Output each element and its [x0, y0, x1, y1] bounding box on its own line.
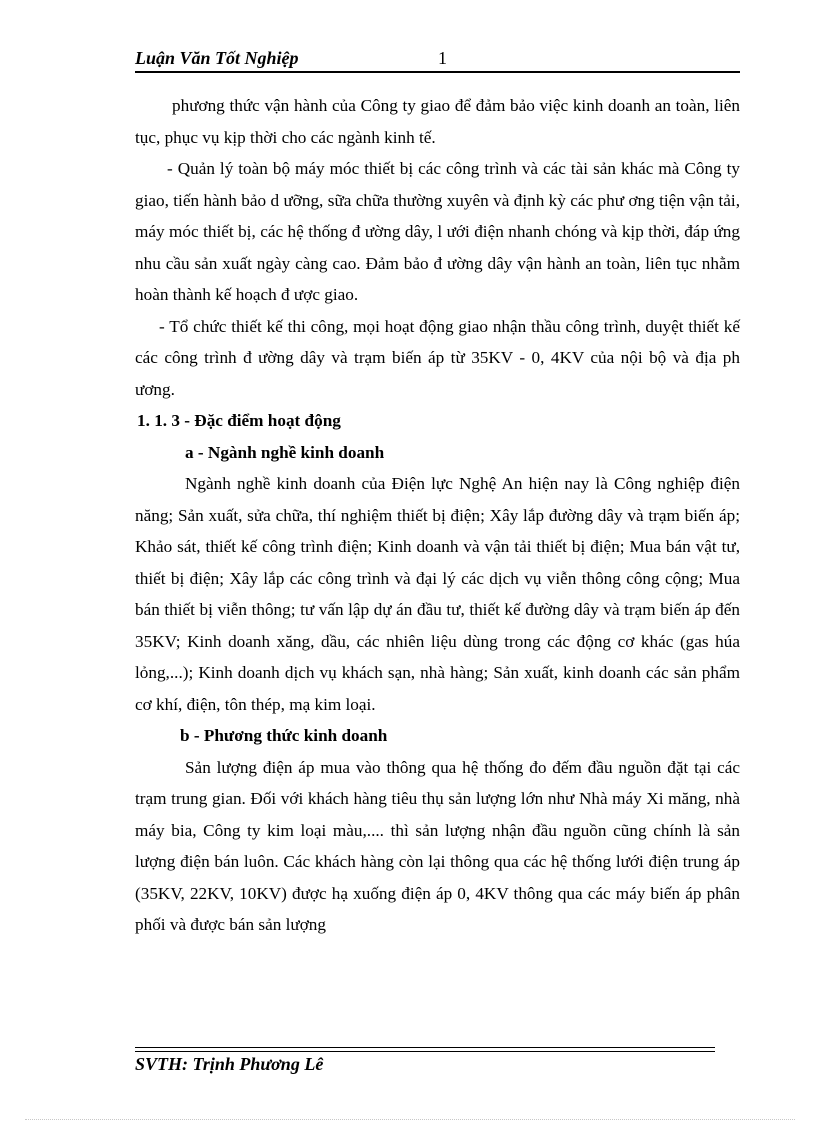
page-number: 1: [438, 48, 447, 68]
subsection-heading-a: a - Ngành nghề kinh doanh: [185, 442, 385, 462]
paragraph-1: phương thức vận hành của Công ty giao để đảm bảo việc kinh doanh an toàn, liên tục, phục vụ kịp thời cho các ngành kinh tế.: [135, 96, 740, 147]
header-rule: [135, 71, 740, 73]
paragraph-5: Sản lượng điện áp mua vào thông qua hệ thống đo đếm đầu nguồn đặt tại các trạm trung gian. Đối với khách hàng tiêu thụ sản lượng lớn như Nhà máy Xi măng, nhà máy bia, Công ty kim loại màu,.... thì sản lượng nhận đầu nguồn cũng chính là sản lượng điện bán luôn. Các khách hàng còn lại thông qua các hệ thống lưới điện trung áp (35KV, 22KV, 10KV) được hạ xuống điện áp 0, 4KV thông qua các máy biến áp phân phối và được bán sản lượng: [135, 757, 740, 934]
subsection-heading-b: b - Phương thức kinh doanh: [180, 726, 388, 745]
paragraph-3: - Tổ chức thiết kế thi công, mọi hoạt động giao nhận thầu công trình, duyệt thiết kế các công trình đ ường dây và trạm biến áp từ 35KV - 0, 4KV của nội bộ và địa ph ương.: [135, 316, 740, 399]
paragraph-4: Ngành nghề kinh doanh của Điện lực Nghệ An hiện nay là Công nghiệp điện năng; Sản xuất, sửa chữa, thí nghiệm thiết bị điện; Xây lắp đường dây và trạm biến áp; Khảo sát, thiết kế công trình điện; Kinh doanh và vận tải thiết bị điện; Mua bán vật tư, thiết bị điện; Xây lắp các công trình và đại lý các dịch vụ viễn thông công cộng; Mua bán thiết bị viễn thông; tư vấn lập dự án đầu tư, thiết kế đường dây và trạm biến áp đến 35KV; Kinh doanh xăng, dầu, các nhiên liệu dùng trong các động cơ khác (gas húa lỏng,...); Kinh doanh dịch vụ khách sạn, nhà hàng; Sản xuất, kinh doanh các sản phẩm cơ khí, điện, tôn thép, mạ kim loại.: [135, 474, 740, 714]
paragraph-2: - Quản lý toàn bộ máy móc thiết bị các công trình và các tài sản khác mà Công ty giao, tiến hành bảo d ưỡng, sữa chữa thường xuyên và định kỳ các phư ơng tiện vận tải, máy móc thiết bị, các hệ thống đ ường dây, l ưới điện nhanh chóng và kịp thời, đáp ứng nhu cầu sản xuất ngày càng cao. Đảm bảo đ ường dây vận hành an toàn, liên tục nhằm hoàn thành kế hoạch đ ược giao.: [135, 159, 740, 304]
header-title: Luận Văn Tốt Nghiệp: [135, 48, 299, 68]
footer-author: SVTH: Trịnh Phương Lê: [135, 1054, 324, 1074]
page-header: [135, 48, 740, 72]
page-bottom-dotted-border: [25, 1119, 795, 1120]
document-body: [135, 90, 740, 941]
footer-rule: [135, 1047, 715, 1048]
section-heading: 1. 1. 3 - Đặc điểm hoạt động: [137, 411, 341, 430]
footer-rule-double: [135, 1051, 715, 1052]
